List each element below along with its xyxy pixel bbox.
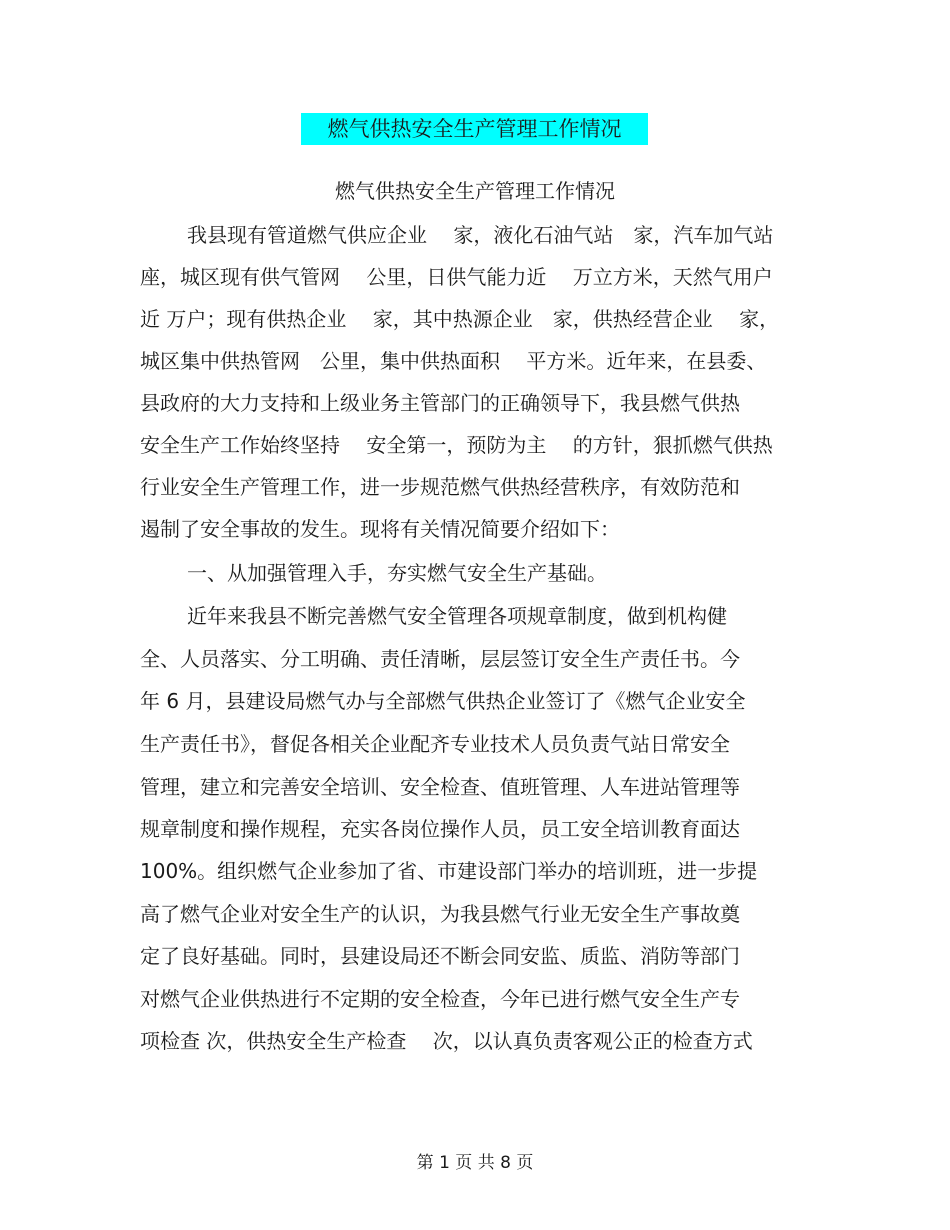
body-line: 城区集中供热管网 公里，集中供热面积 平方米。近年来，在县委、 xyxy=(140,349,767,373)
page-number-footer: 第 1 页 共 8 页 xyxy=(416,1153,534,1173)
body-line: 座，城区现有供气管网 公里，日供气能力近 万立方米，天然气用户 xyxy=(140,265,773,289)
document-title-banner: 燃气供热安全生产管理工作情况 xyxy=(301,113,648,145)
body-line: 高了燃气企业对安全生产的认识，为我县燃气行业无安全生产事故奠 xyxy=(140,902,740,926)
body-line: 遏制了安全事故的发生。现将有关情况简要介绍如下： xyxy=(140,517,620,541)
body-line: 安全生产工作始终坚持 安全第一，预防为主 的方针，狠抓燃气供热 xyxy=(140,433,773,457)
body-line: 年 6 月，县建设局燃气办与全部燃气供热企业签订了《燃气企业安全 xyxy=(140,689,746,713)
body-line: 对燃气企业供热进行不定期的安全检查，今年已进行燃气安全生产专 xyxy=(140,987,740,1011)
body-line: 全、人员落实、分工明确、责任清晰，层层签订安全生产责任书。今 xyxy=(140,647,740,671)
body-line: 管理，建立和完善安全培训、安全检查、值班管理、人车进站管理等 xyxy=(140,775,740,799)
body-line: 定了良好基础。同时，县建设局还不断会同安监、质监、消防等部门 xyxy=(140,944,740,968)
body-line: 近年来我县不断完善燃气安全管理各项规章制度，做到机构健 xyxy=(187,604,727,628)
body-line: 行业安全生产管理工作，进一步规范燃气供热经营秩序，有效防范和 xyxy=(140,475,740,499)
body-line: 规章制度和操作规程，充实各岗位操作人员，员工安全培训教育面达 xyxy=(140,817,740,841)
body-line: 生产责任书》，督促各相关企业配齐专业技术人员负责气站日常安全 xyxy=(140,732,730,756)
section-heading: 一、从加强管理入手，夯实燃气安全生产基础。 xyxy=(187,561,607,585)
body-line: 近 万户；现有供热企业 家，其中热源企业 家，供热经营企业 家， xyxy=(140,307,780,331)
body-line: 县政府的大力支持和上级业务主管部门的正确领导下，我县燃气供热 xyxy=(140,391,740,415)
body-line: 项检查 次，供热安全生产检查 次，以认真负责客观公正的检查方式 xyxy=(140,1029,753,1053)
body-line: 100%。组织燃气企业参加了省、市建设部门举办的培训班，进一步提 xyxy=(140,859,758,883)
body-line: 我县现有管道燃气供应企业 家，液化石油气站 家，汽车加气站 xyxy=(187,223,774,247)
document-subtitle: 燃气供热安全生产管理工作情况 xyxy=(335,179,615,203)
